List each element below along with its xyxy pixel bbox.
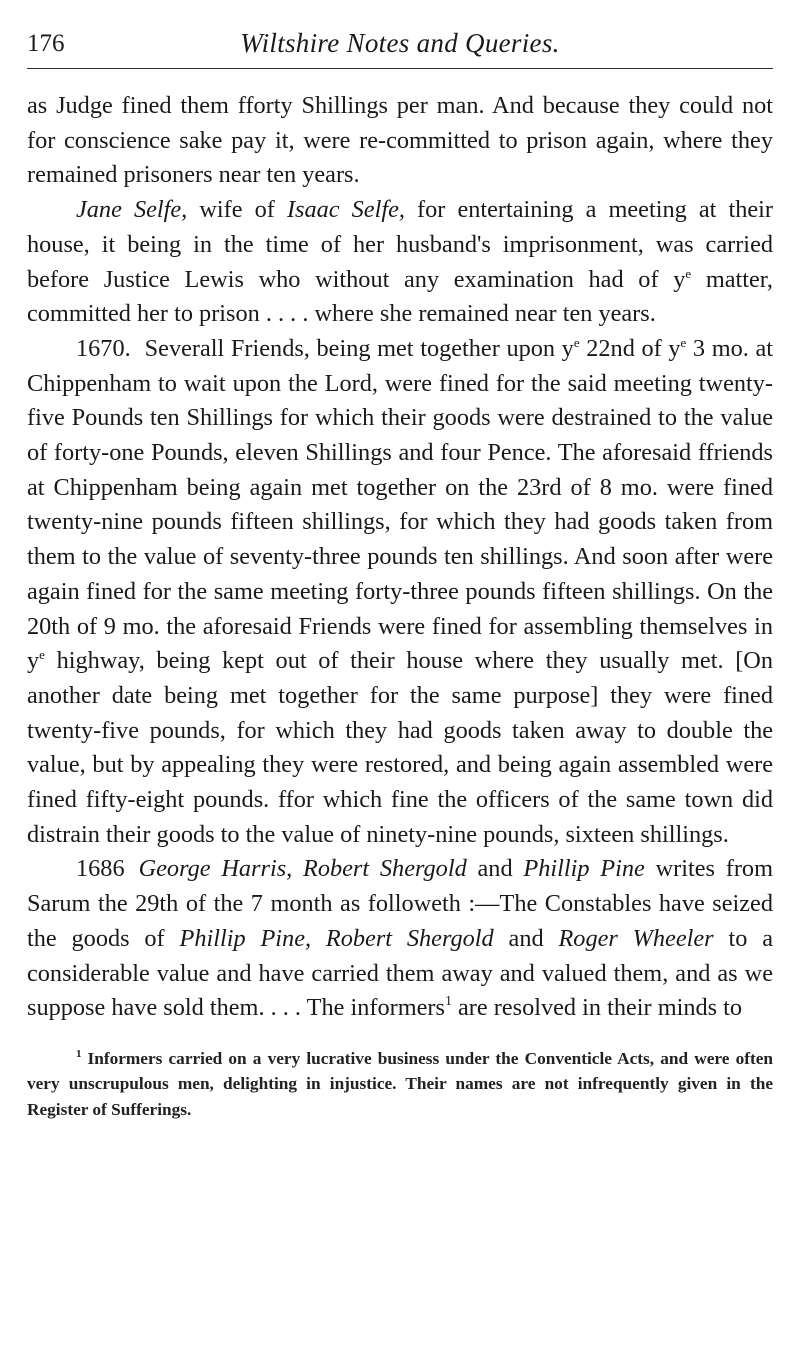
person-name: Jane Selfe, — [76, 196, 188, 224]
superscript: e — [39, 647, 45, 663]
text-run: writes from Sarum the 29th of the 7 month as followeth :—The Constables have seized the goods of — [27, 855, 773, 952]
paragraph-3 — [27, 332, 773, 853]
body-text — [27, 89, 773, 1026]
footnote-text: Informers carried on a very lucrative business under the Conventicle Acts, and were often very unscrupulous men, delighting in injustice. Their names are not infrequently given in the Register of Sufferings. — [27, 1048, 773, 1119]
page-number: 176 — [27, 30, 65, 57]
person-name: Robert Shergold — [303, 855, 467, 883]
person-name: Phillip Pine — [523, 855, 645, 883]
text-run: for entertaining a meeting at their house, it being in the time of her husband's imprisonment, was carried before Justice Lewis who without any examination had of y — [27, 196, 773, 293]
text-run: and — [493, 924, 559, 952]
text-run: 22nd of y — [579, 334, 681, 362]
text-run: and — [466, 855, 524, 883]
superscript: e — [680, 334, 687, 350]
person-name: Phillip Pine, — [179, 924, 312, 952]
person-name: Robert Shergold — [325, 924, 494, 952]
text-run: Severall Friends, being met together upon y — [144, 334, 574, 362]
person-name: Roger Wheeler — [558, 924, 714, 952]
footnote-mark: 1 — [76, 1047, 82, 1060]
text-run: matter, committed her to prison . . . . where she remained near ten years. — [27, 265, 773, 328]
text-run: to a considerable value and have carried them away and valued them, and as we suppose have sold them. . . . The informers — [27, 924, 773, 1022]
superscript: e — [573, 334, 580, 350]
superscript: e — [685, 265, 692, 281]
running-title: Wiltshire Notes and Queries. — [240, 28, 560, 58]
page-header — [27, 22, 773, 69]
page — [27, 22, 773, 1122]
footnote — [27, 1046, 773, 1123]
paragraph-4 — [27, 852, 773, 1026]
text-run: are resolved in their minds to — [451, 994, 743, 1022]
text-run: highway, being kept out of their house where they usually met. [On another date being met together for the same purpose] they were fined twenty-five pounds, for which they had goods taken away to double the value, but by appealing they were restored, and being again assembled were fined fifty-eight pounds. ffor which fine the officers of the same town did distrain their goods to the value of ninety-nine pounds, sixteen shillings. — [27, 647, 773, 848]
text-run: 3 mo. at Chippenham to wait upon the Lord, were fined for the said meeting twenty-five Pounds ten Shillings for which their goods were destrained to the value of forty-one Pounds, eleven Shillings and four Pence. The aforesaid ffriends at Chippenham being again met together on the 23rd of 8 mo. were fined twenty-nine pounds fifteen shillings, for which they had goods taken from them to the value of seventy-three pounds ten shillings. And soon after were again fined for the same meeting forty-three pounds fifteen shillings. On the 20th of 9 mo. the aforesaid Friends were fined for assembling themselves in y — [27, 334, 773, 675]
person-name: Isaac Selfe, — [286, 196, 405, 224]
paragraph-1-text: as Judge fined them fforty Shillings per man. And because they could not for conscience sake pay it, were re-committed to prison again, where they remained prisoners near ten years. — [27, 92, 773, 189]
paragraph-2 — [27, 193, 773, 332]
year-lead: 1670. — [76, 334, 131, 362]
person-name: George Harris, — [138, 855, 293, 883]
footnote-reference: 1 — [444, 994, 452, 1010]
paragraph-1 — [27, 89, 773, 193]
text-run: wife of — [187, 196, 287, 224]
year-lead: 1686 — [76, 855, 125, 883]
